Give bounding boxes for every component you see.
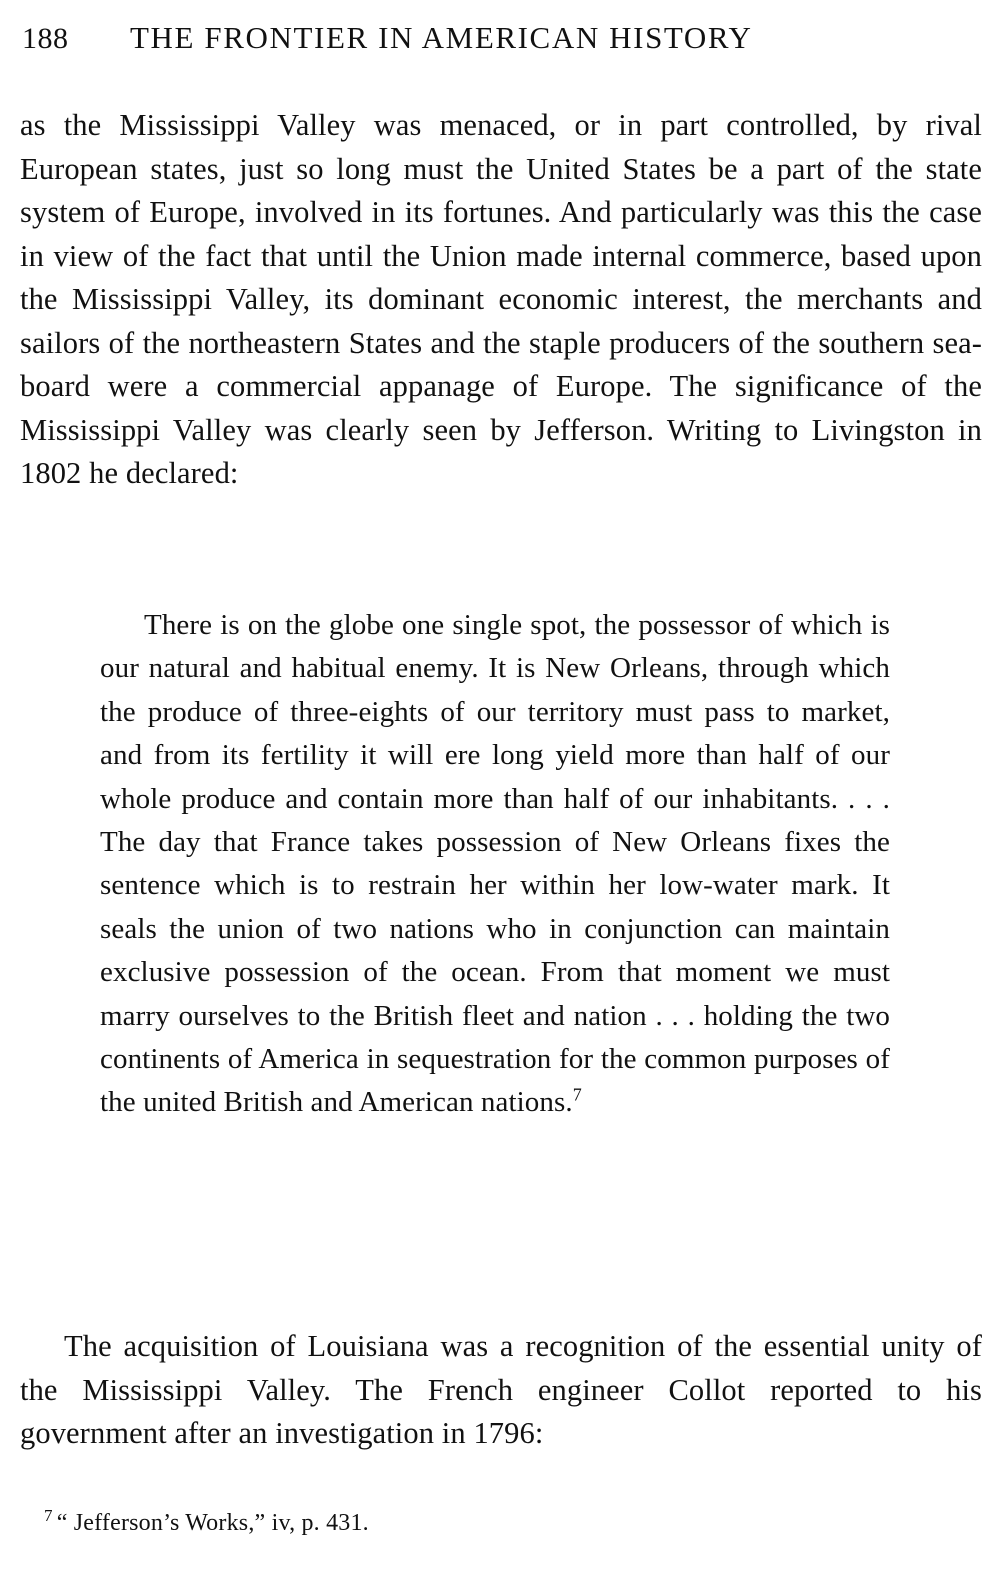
running-title: THE FRONTIER IN AMERICAN HISTORY bbox=[130, 20, 753, 55]
quotation-body: There is on the globe one single spot, the possessor of which is our natural and habitual enemy. It is New Orleans, through which the produce of three-eights of our territory must pass to market, and from its fertility it will ere long yield more than half of our whole produce and contain more than half of our inhabitants. . . . The day that France takes possession of New Orleans fixes the sentence which is to restrain her within her low-water mark. It seals the union of two nations who in conjunction can maintain exclusive possession of the ocean. From that moment we must marry ourselves to the British fleet and nation . . . holding the two continents of America in sequestration for the common purposes of the united British and American nations. bbox=[100, 609, 890, 1119]
footnote-reference-marker: 7 bbox=[572, 1084, 582, 1105]
running-head bbox=[22, 20, 962, 64]
page-number: 188 bbox=[22, 22, 69, 55]
footnote-marker: 7 bbox=[44, 1506, 53, 1525]
footnote bbox=[44, 1508, 744, 1538]
paragraph-text: as the Mississippi Valley was menaced, or in part controlled, by rival European states, just so long must the United States be a part of the state system of Europe, involved in its fortunes. And particularly was this the case in view of the fact that until the Union made internal commerce, based upon the Mississippi Valley, its dominant economic interest, the merchants and sailors of the northeastern States and the staple producers of the southern sea-board were a commercial appanage of Europe. The significance of the Mississippi Valley was clearly seen by Jefferson. Writing to Livingston in 1802 he declared: bbox=[20, 108, 982, 490]
block-quotation bbox=[100, 604, 890, 1125]
quotation-text bbox=[100, 604, 890, 1125]
body-paragraph-2 bbox=[20, 1325, 982, 1456]
body-paragraph-1 bbox=[20, 104, 982, 496]
footnote-text: “ Jefferson’s Works,” iv, p. 431. bbox=[56, 1510, 369, 1536]
paragraph-text: The acquisition of Louisiana was a recognition of the essential unity of the Mississippi Valley. The French engineer Collot reported to his government after an investigation in 1796: bbox=[20, 1329, 982, 1450]
